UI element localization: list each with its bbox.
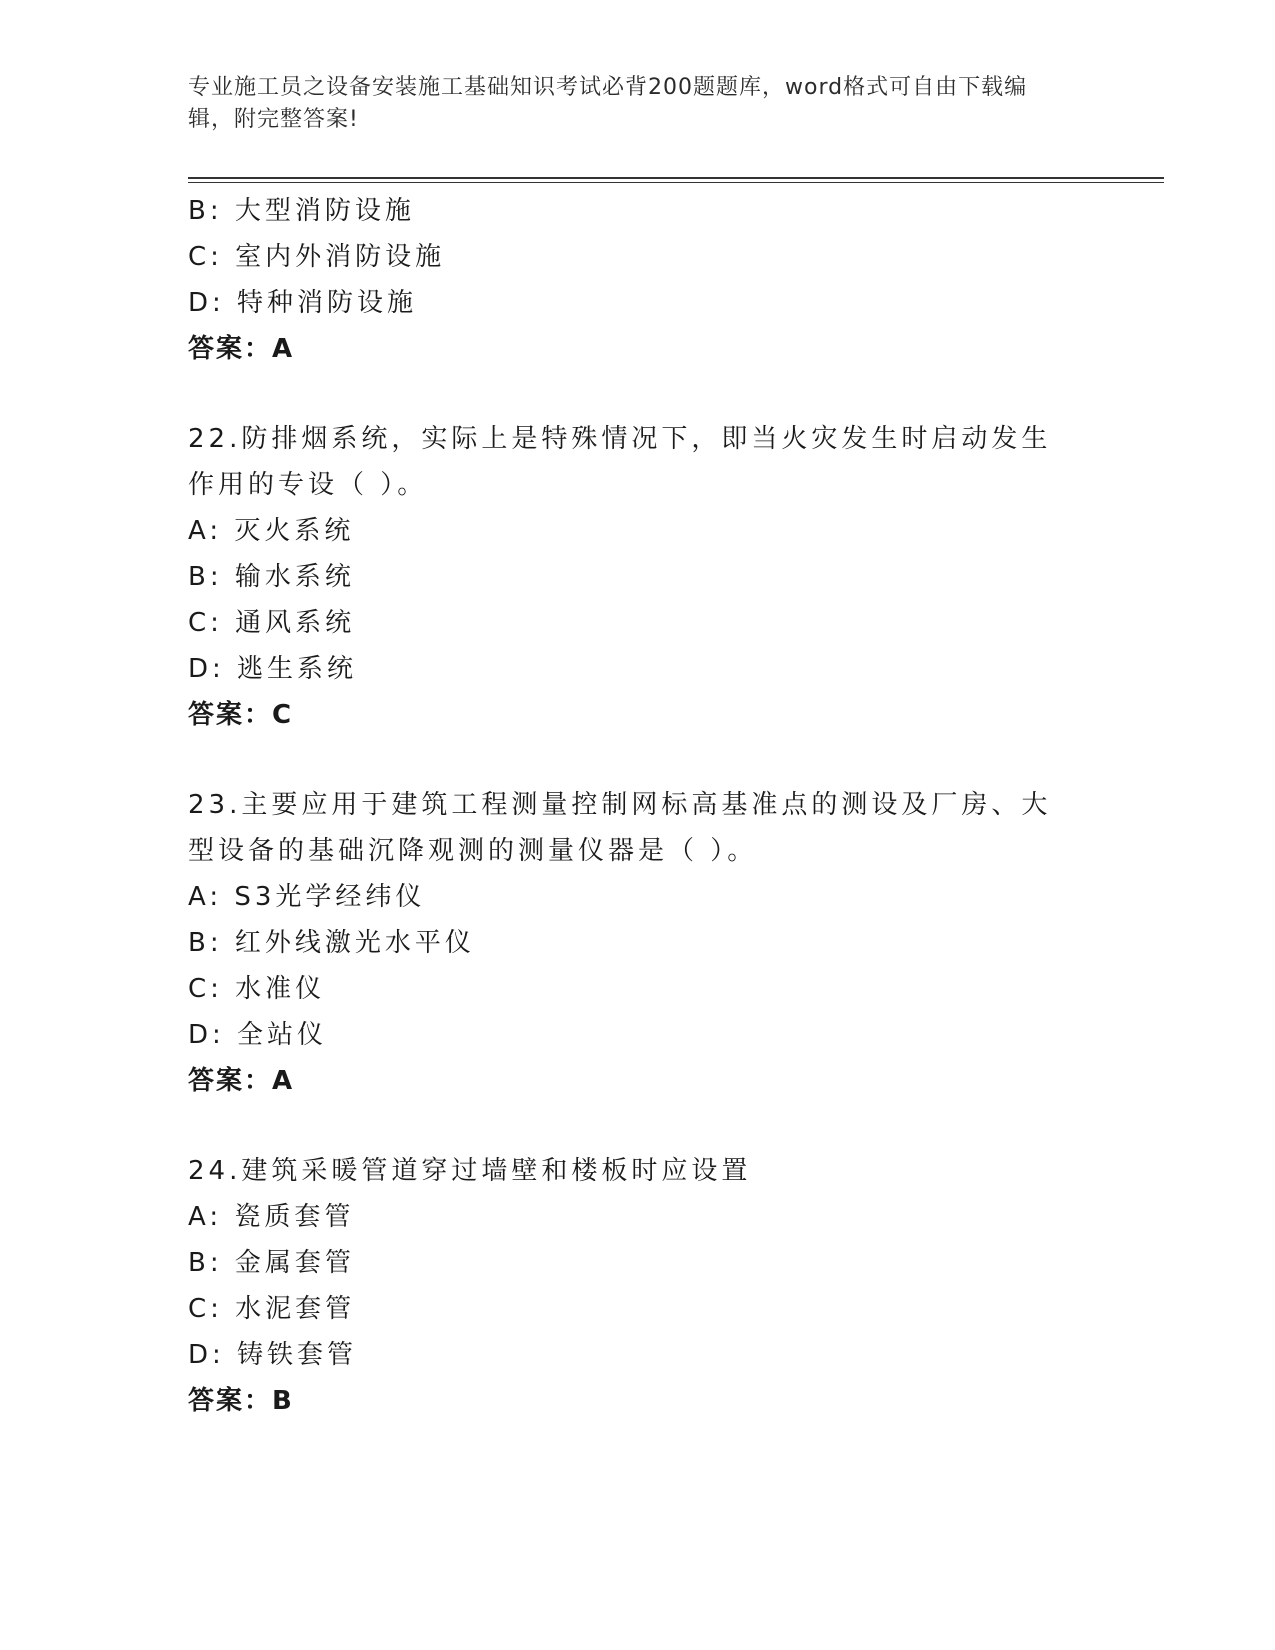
option-c: C: 水准仪 [188,974,326,1004]
option-b: B: 金属套管 [188,1248,355,1278]
answer-line: 答案：C [188,700,294,730]
option-c: C: 通风系统 [188,608,356,638]
option-a: A: S3光学经纬仪 [188,882,426,912]
question-23 [188,782,1088,1104]
option-b: B: 输水系统 [188,562,355,592]
option-b: B: 红外线激光水平仪 [188,928,475,958]
option-d: D: 铸铁套管 [188,1340,358,1370]
answer-line: 答案：B [188,1386,294,1416]
question-22 [188,416,1088,738]
option-b: B: 大型消防设施 [188,196,415,226]
option-a: A: 灭火系统 [188,516,355,546]
document-content [188,188,1088,1424]
option-d: D: 特种消防设施 [188,288,418,318]
question-stem: 23.主要应用于建筑工程测量控制网标高基准点的测设及厂房、大型设备的基础沉降观测的测量仪器是（ ）。 [188,790,1052,866]
document-header: 专业施工员之设备安装施工基础知识考试必背200题题库，word格式可自由下载编辑，附完整答案! [188,75,1028,132]
option-d: D: 逃生系统 [188,654,358,684]
option-d: D: 全站仪 [188,1020,328,1050]
answer-line: 答案：A [188,334,295,364]
question-stem: 24.建筑采暖管道穿过墙壁和楼板时应设置 [188,1156,752,1186]
header-rule-top [188,177,1164,179]
option-a: A: 瓷质套管 [188,1202,355,1232]
previous-question-tail [188,188,1088,372]
option-c: C: 室内外消防设施 [188,242,446,272]
answer-line: 答案：A [188,1066,295,1096]
question-24 [188,1148,1088,1424]
option-c: C: 水泥套管 [188,1294,356,1324]
header-rule-bottom [188,182,1164,183]
question-stem: 22.防排烟系统，实际上是特殊情况下，即当火灾发生时启动发生作用的专设（ ）。 [188,424,1052,500]
